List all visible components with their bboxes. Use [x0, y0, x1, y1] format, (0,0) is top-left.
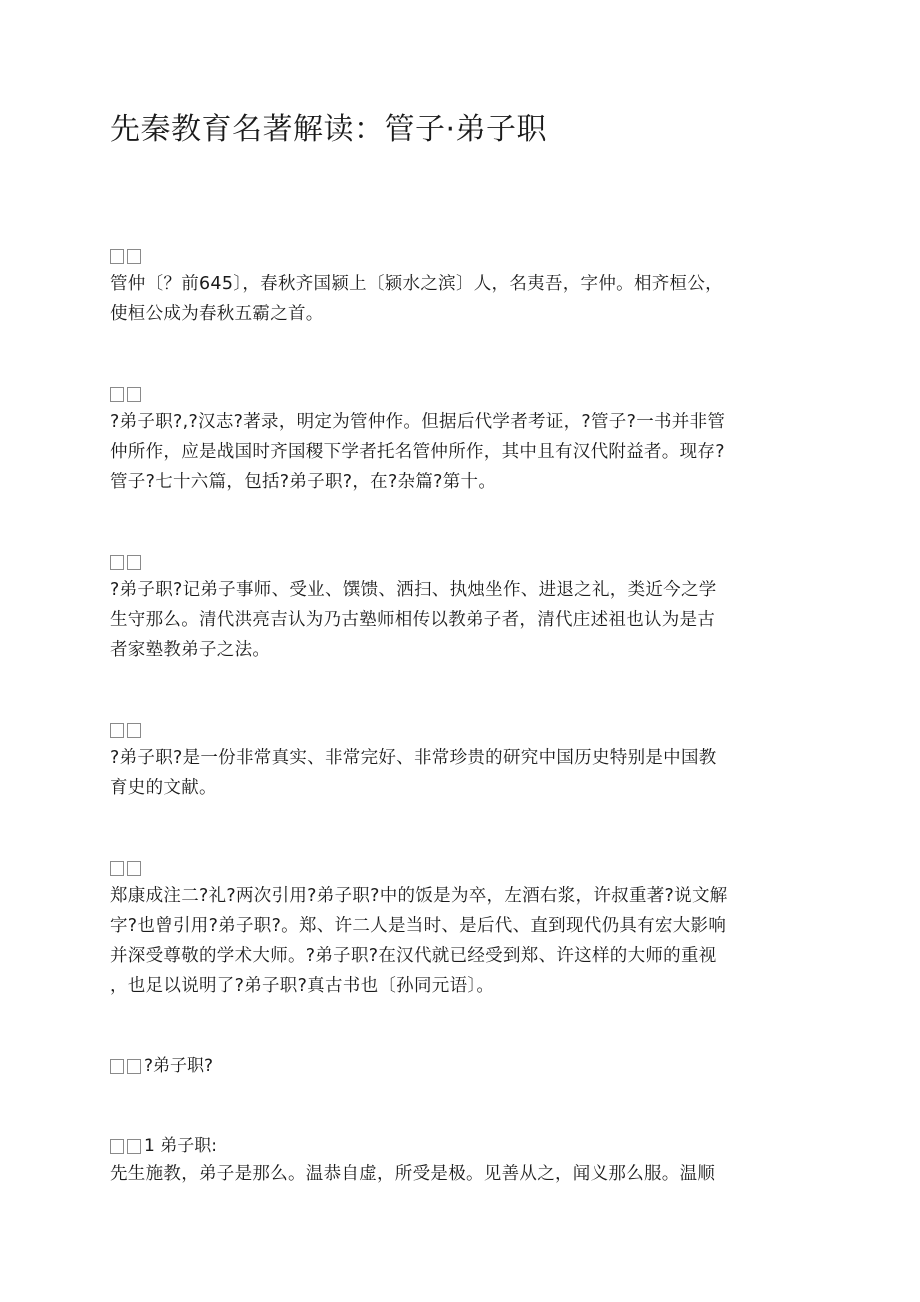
- paragraph-line: 字?也曾引用?弟子职?。郑、许二人是当时、是后代、直到现代仍具有宏大影响: [110, 916, 727, 936]
- missing-glyph-icon: [127, 723, 141, 738]
- missing-glyph-icon: [110, 1059, 124, 1074]
- section-6-heading: [110, 1053, 810, 1079]
- missing-glyph-icon: [127, 1059, 141, 1074]
- paragraph-line: 管仲〔？前645〕，春秋齐国颍上〔颍水之滨〕人，名夷吾，字仲。相齐桓公，: [110, 274, 723, 294]
- missing-glyph-icon: [110, 387, 124, 402]
- missing-glyph-icon: [110, 555, 124, 570]
- section-marker: [110, 381, 810, 407]
- missing-glyph-icon: [127, 1139, 141, 1154]
- section-2: [110, 381, 810, 497]
- section-marker: [110, 549, 810, 575]
- section-marker: 1 弟子职:: [110, 1133, 810, 1159]
- paragraph-line: 郑康成注二?礼?两次引用?弟子职?中的饭是为卒，左酒右浆，许叔重著?说文解: [110, 886, 728, 906]
- missing-glyph-icon: [127, 387, 141, 402]
- missing-glyph-icon: [110, 249, 124, 264]
- missing-glyph-icon: [110, 1139, 124, 1154]
- section-marker: [110, 717, 810, 743]
- paragraph-line: 仲所作，应是战国时齐国稷下学者托名管仲所作，其中且有汉代附益者。现存?: [110, 442, 725, 462]
- document-title: 先秦教育名著解读：管子·弟子职: [110, 112, 548, 147]
- section-4: [110, 717, 810, 803]
- section-marker: [110, 855, 810, 881]
- section-marker: [110, 243, 810, 269]
- paragraph-line: 并深受尊敬的学术大师。?弟子职?在汉代就已经受到郑、许这样的大师的重视: [110, 946, 717, 966]
- section-3: [110, 549, 810, 665]
- section-5: [110, 855, 810, 1001]
- paragraph-line: 者家塾教弟子之法。: [110, 640, 271, 660]
- paragraph-line: 先生施教，弟子是那么。温恭自虚，所受是极。见善从之，闻义那么服。温顺: [110, 1164, 716, 1184]
- paragraph-line: ?弟子职?是一份非常真实、非常完好、非常珍贵的研究中国历史特别是中国教: [110, 748, 717, 768]
- missing-glyph-icon: [127, 861, 141, 876]
- missing-glyph-icon: [127, 249, 141, 264]
- paragraph-line: ?弟子职?,?汉志?著录，明定为管仲作。但据后代学者考证，?管子?一书并非管: [110, 412, 726, 432]
- paragraph-line: 管子?七十六篇，包括?弟子职?，在?杂篇?第十。: [110, 472, 497, 492]
- paragraph-line: ，也足以说明了?弟子职?真古书也〔孙同元语〕。: [110, 976, 495, 996]
- paragraph-line: ?弟子职?记弟子事师、受业、馔馈、洒扫、执烛坐作、进退之礼，类近今之学: [110, 580, 717, 600]
- paragraph-line: 生守那么。清代洪亮吉认为乃古塾师相传以教弟子者，清代庄述祖也认为是古: [110, 610, 716, 630]
- missing-glyph-icon: [110, 723, 124, 738]
- section-7: [110, 1133, 810, 1189]
- section-marker: ?弟子职?: [110, 1053, 810, 1079]
- missing-glyph-icon: [110, 861, 124, 876]
- paragraph-line: 育史的文献。: [110, 778, 217, 798]
- missing-glyph-icon: [127, 555, 141, 570]
- section-1: [110, 243, 810, 329]
- paragraph-line: 使桓公成为春秋五霸之首。: [110, 304, 324, 324]
